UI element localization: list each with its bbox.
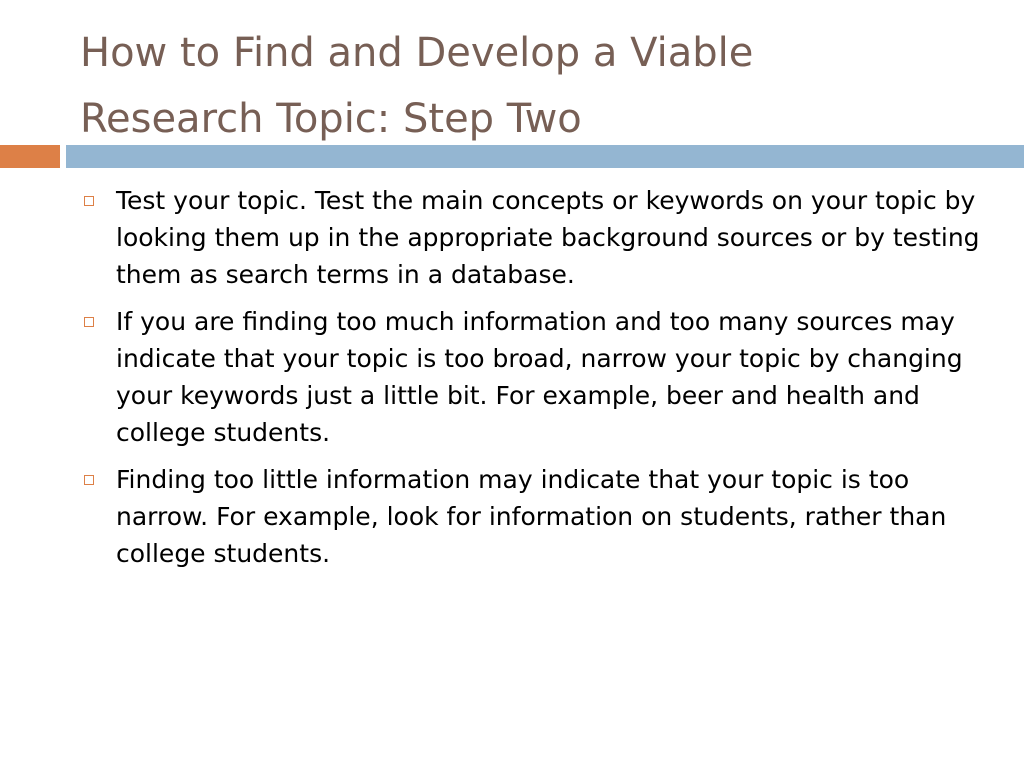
bullet-text: If you are finding too much information and too many sources may indicate that your topic is too broad, narrow your topic by changing your keywords just a little bit. For example, beer and health and college students. (116, 307, 963, 447)
bullet-text: Test your topic. Test the main concepts or keywords on your topic by looking them up in the appropriate background sources or by testing them as search terms in a database. (116, 186, 980, 289)
title-accent-bar (0, 145, 60, 168)
hollow-square-icon (84, 475, 94, 485)
slide-title (80, 20, 980, 152)
hollow-square-icon (84, 317, 94, 327)
slide-title-line-1: How to Find and Develop a Viable (80, 30, 754, 76)
bullet-text: Finding too little information may indicate that your topic is too narrow. For example, look for information on students, rather than college students. (116, 465, 947, 568)
bullet-item (80, 303, 980, 451)
hollow-square-icon (84, 196, 94, 206)
bullet-list (80, 182, 980, 582)
title-divider-bar (66, 145, 1024, 168)
bullet-item (80, 461, 980, 572)
slide-title-line-2: Research Topic: Step Two (80, 96, 582, 142)
bullet-item (80, 182, 980, 293)
